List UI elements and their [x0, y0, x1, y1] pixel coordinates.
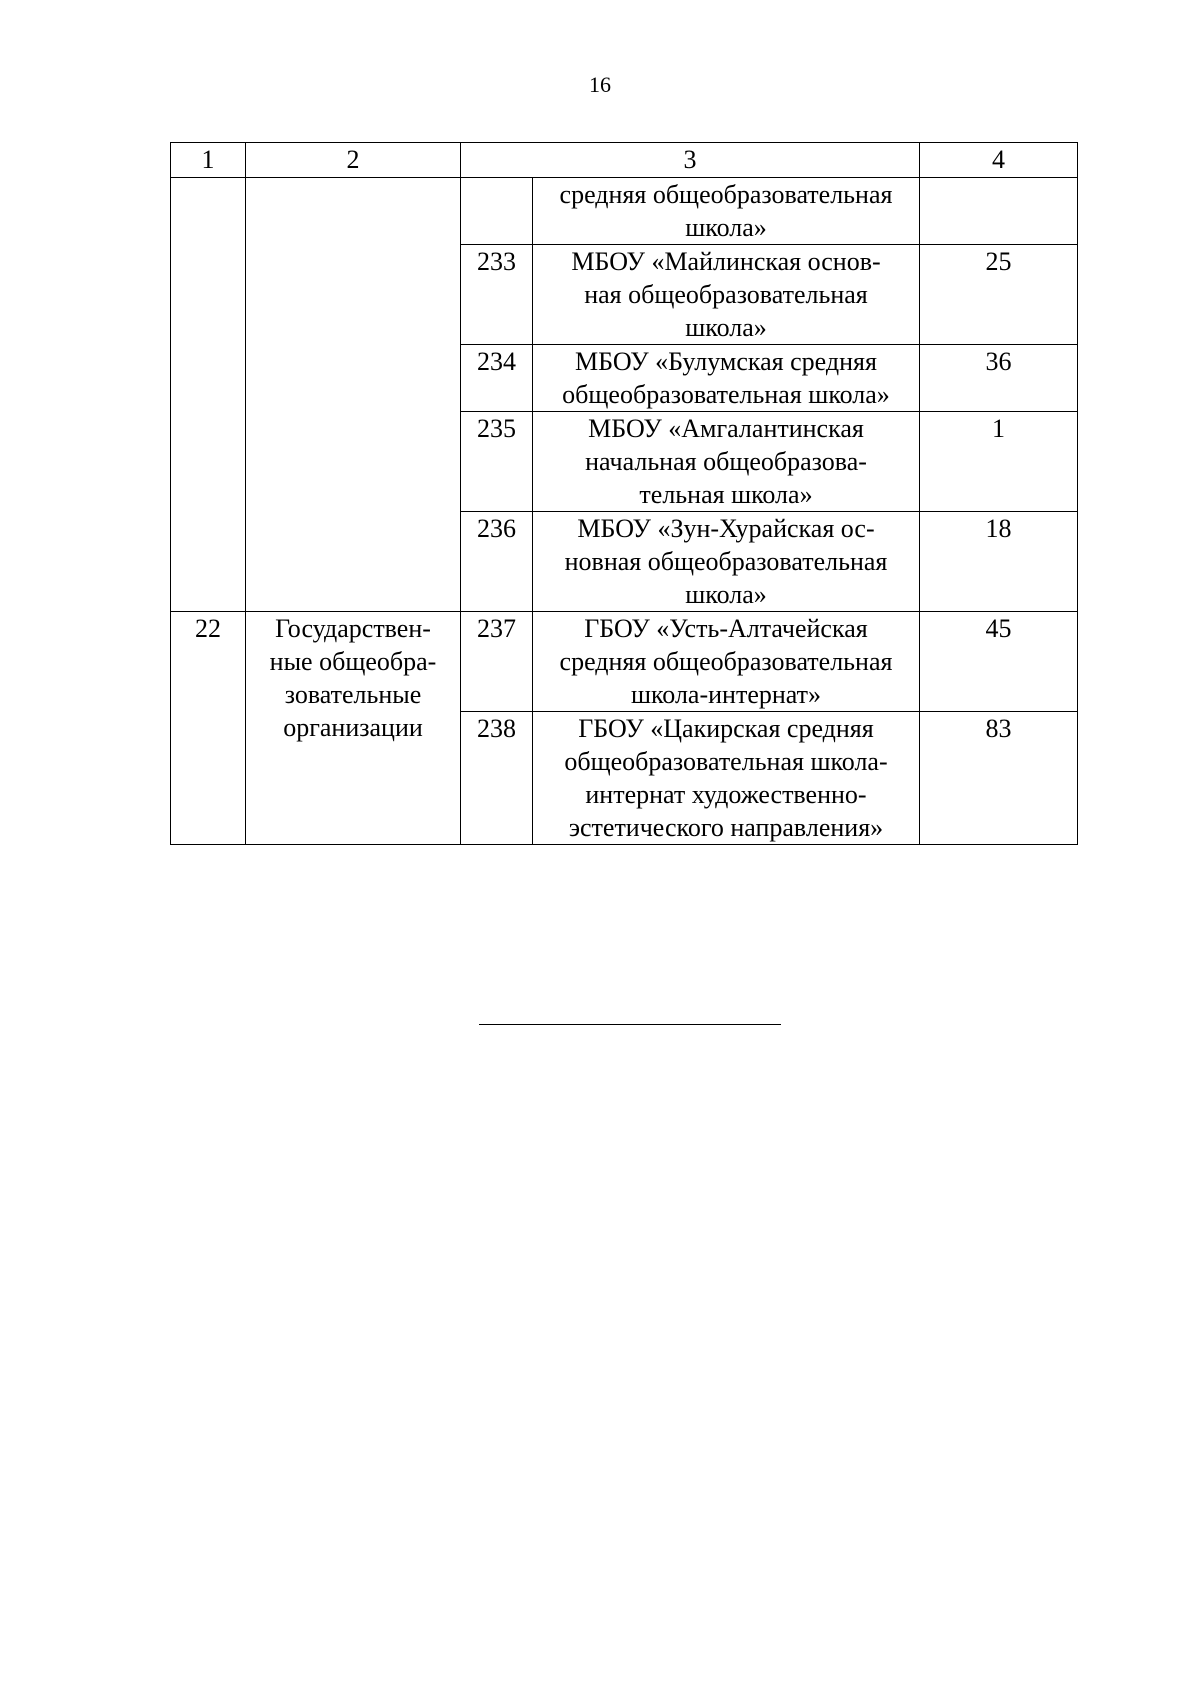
school-name-line: МБОУ «Зун-Хурайская ос-: [577, 514, 875, 543]
end-of-document-rule: [479, 1024, 781, 1025]
school-name-line: общеобразовательная школа-: [564, 747, 888, 776]
count-cell: 25: [920, 245, 1078, 345]
school-name-line: школа»: [685, 313, 767, 342]
count-cell: 18: [920, 512, 1078, 612]
school-name-line: школа-интернат»: [630, 680, 822, 709]
school-name-cell: [533, 612, 920, 712]
school-number-cell: 237: [461, 612, 533, 712]
school-name-line: новная общеобразовательная: [564, 547, 888, 576]
school-number-cell: 233: [461, 245, 533, 345]
group-number-cell: 22: [171, 612, 246, 845]
school-name-line: ГБОУ «Цакирская средняя: [578, 714, 874, 743]
table-header-row: [171, 143, 1078, 178]
group-name-line: Государствен-: [275, 614, 431, 643]
school-name-line: ГБОУ «Усть-Алтачейская: [584, 614, 868, 643]
header-col-1: 1: [171, 143, 246, 178]
school-name-line: МБОУ «Майлинская основ-: [571, 247, 881, 276]
empty-school-number-cell: [461, 178, 533, 245]
school-name-line: школа»: [685, 213, 767, 242]
school-name-line: МБОУ «Булумская средняя: [575, 347, 877, 376]
school-name-line: МБОУ «Амгалантинская: [588, 414, 864, 443]
school-number-cell: 238: [461, 712, 533, 845]
school-number-cell: 234: [461, 345, 533, 412]
school-name-line: общеобразовательная школа»: [562, 380, 890, 409]
count-cell: 83: [920, 712, 1078, 845]
school-name-line: интернат художественно-: [585, 780, 867, 809]
school-name-line: эстетического направления»: [568, 813, 884, 842]
group-name-cell: [246, 612, 461, 845]
group-name-line: организации: [283, 713, 423, 742]
school-name-cell: [533, 512, 920, 612]
school-name-line: средняя общеобразовательная: [559, 647, 893, 676]
school-name-line: средняя общеобразовательная: [559, 180, 893, 209]
school-name-line: ная общеобразовательная: [584, 280, 868, 309]
page-number: 16: [589, 72, 611, 97]
schools-table: [170, 142, 1078, 845]
group-name-line: зовательные: [284, 680, 422, 709]
school-name-line: школа»: [685, 580, 767, 609]
school-number-cell: 235: [461, 412, 533, 512]
header-col-3: 3: [461, 143, 920, 178]
count-cell: 1: [920, 412, 1078, 512]
table-row: [171, 612, 1078, 712]
group-name-line: ные общеобра-: [269, 647, 437, 676]
table-row-continuation: [171, 178, 1078, 245]
school-name-cell: [533, 412, 920, 512]
empty-group-name-cell: [246, 178, 461, 612]
count-cell: 45: [920, 612, 1078, 712]
empty-group-number-cell: [171, 178, 246, 612]
school-name-cell: [533, 345, 920, 412]
school-number-cell: 236: [461, 512, 533, 612]
school-name-cell: [533, 712, 920, 845]
school-name-line: тельная школа»: [639, 480, 813, 509]
school-name-cell: [533, 245, 920, 345]
header-col-2: 2: [246, 143, 461, 178]
header-col-4: 4: [920, 143, 1078, 178]
empty-count-cell: [920, 178, 1078, 245]
count-cell: 36: [920, 345, 1078, 412]
school-name-cell: [533, 178, 920, 245]
school-name-line: начальная общеобразова-: [585, 447, 867, 476]
